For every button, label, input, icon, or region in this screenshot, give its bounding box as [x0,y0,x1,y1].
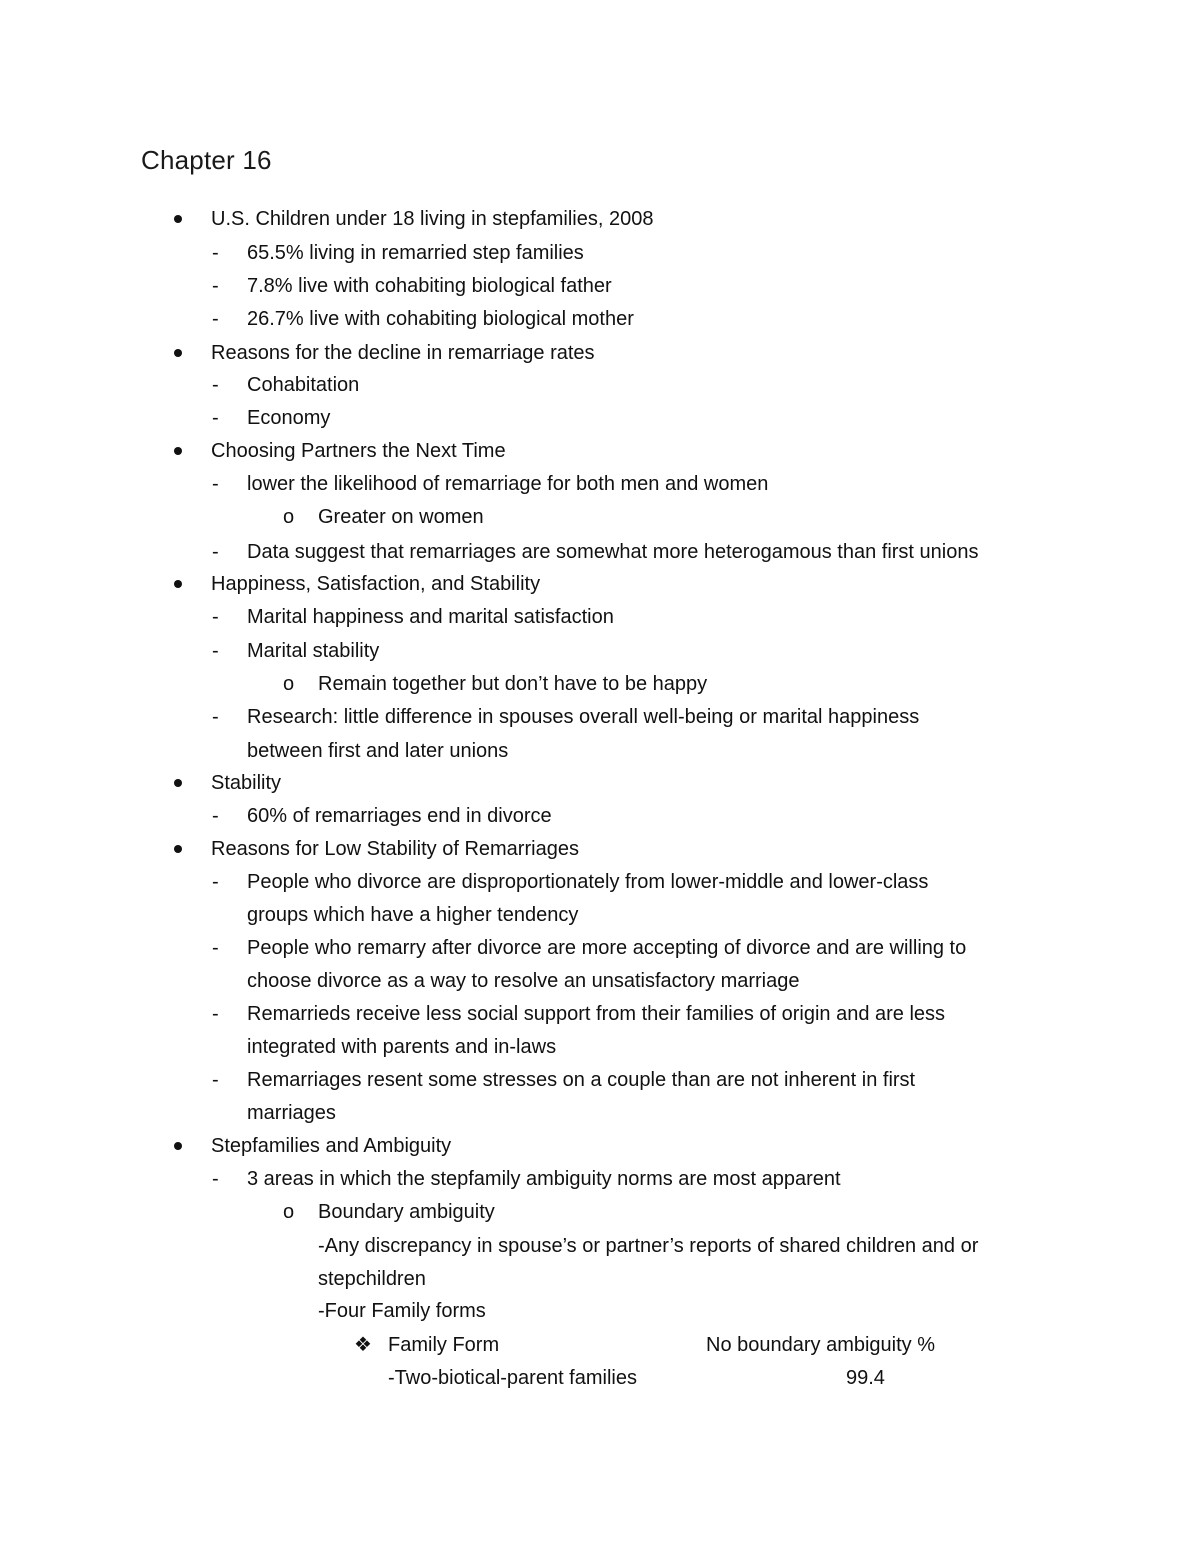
sub-item: Marital happiness and marital satisfaction [247,606,614,628]
bullet-dot-icon [174,845,182,853]
bullet-heading: U.S. Children under 18 living in stepfamilies, 2008 [211,208,654,230]
dash-marker: - [212,275,219,297]
dash-marker: - [212,871,219,893]
sub-item: Economy [247,407,331,429]
sub-item: Research: little difference in spouses overall well-being or marital happiness [247,706,920,728]
sub-item: Data suggest that remarriages are somewhat more heterogamous than first unions [247,541,979,563]
dash-marker: - [212,374,219,396]
circle-marker: o [283,1201,295,1223]
sub-item-continuation: groups which have a higher tendency [247,904,579,926]
dash-marker: - [212,706,219,728]
sub-item-continuation: integrated with parents and in-laws [247,1036,557,1058]
sub-sub-item: Boundary ambiguity [318,1201,495,1223]
bullet-dot-icon [174,580,182,588]
dash-marker: - [212,473,219,495]
dash-marker: - [212,407,219,429]
sub-sub-item: Greater on women [318,506,484,528]
note-line: -Any discrepancy in spouse’s or partner’s reports of shared children and or [318,1235,979,1257]
bullet-dot-icon [174,215,182,223]
bullet-heading: Reasons for Low Stability of Remarriages [211,838,579,860]
sub-item-continuation: choose divorce as a way to resolve an unsatisfactory marriage [247,970,800,992]
table-header-family-form: Family Form [388,1334,500,1356]
diamond-bullet-icon: ❖ [354,1334,372,1356]
dash-marker: - [212,308,219,330]
bullet-heading: Stability [211,772,282,794]
note-line-continuation: stepchildren [318,1268,426,1290]
dash-marker: - [212,805,219,827]
sub-item-continuation: marriages [247,1102,336,1124]
circle-marker: o [283,506,295,528]
dash-marker: - [212,640,219,662]
table-header-boundary-ambiguity: No boundary ambiguity % [706,1334,936,1356]
table-row-value: 99.4 [846,1367,885,1389]
bullet-heading: Reasons for the decline in remarriage rates [211,342,595,364]
sub-item: 26.7% live with cohabiting biological mother [247,308,634,330]
bullet-dot-icon [174,1142,182,1150]
sub-item: lower the likelihood of remarriage for both men and women [247,473,769,495]
dash-marker: - [212,541,219,563]
circle-marker: o [283,673,295,695]
sub-item: 7.8% live with cohabiting biological father [247,275,612,297]
table-row-label: -Two-biotical-parent families [388,1367,637,1389]
bullet-dot-icon [174,349,182,357]
sub-item: People who remarry after divorce are more accepting of divorce and are willing to [247,937,967,959]
sub-item: Cohabitation [247,374,360,396]
page-title: Chapter 16 [141,145,272,175]
bullet-heading: Stepfamilies and Ambiguity [211,1135,452,1157]
sub-item: 60% of remarriages end in divorce [247,805,552,827]
bullet-dot-icon [174,779,182,787]
note-line: -Four Family forms [318,1300,486,1322]
sub-item: Remarriages resent some stresses on a couple than are not inherent in first [247,1069,916,1091]
bullet-heading: Choosing Partners the Next Time [211,440,506,462]
sub-sub-item: Remain together but don’t have to be happy [318,673,708,695]
sub-item: People who divorce are disproportionately from lower-middle and lower-class [247,871,929,893]
dash-marker: - [212,937,219,959]
sub-item: Remarrieds receive less social support from their families of origin and are less [247,1003,946,1025]
dash-marker: - [212,1003,219,1025]
bullet-dot-icon [174,447,182,455]
sub-item: Marital stability [247,640,380,662]
sub-item: 65.5% living in remarried step families [247,242,584,264]
sub-item: 3 areas in which the stepfamily ambiguity norms are most apparent [247,1168,841,1190]
dash-marker: - [212,242,219,264]
dash-marker: - [212,1168,219,1190]
sub-item-continuation: between first and later unions [247,740,509,762]
dash-marker: - [212,606,219,628]
bullet-heading: Happiness, Satisfaction, and Stability [211,573,541,595]
dash-marker: - [212,1069,219,1091]
